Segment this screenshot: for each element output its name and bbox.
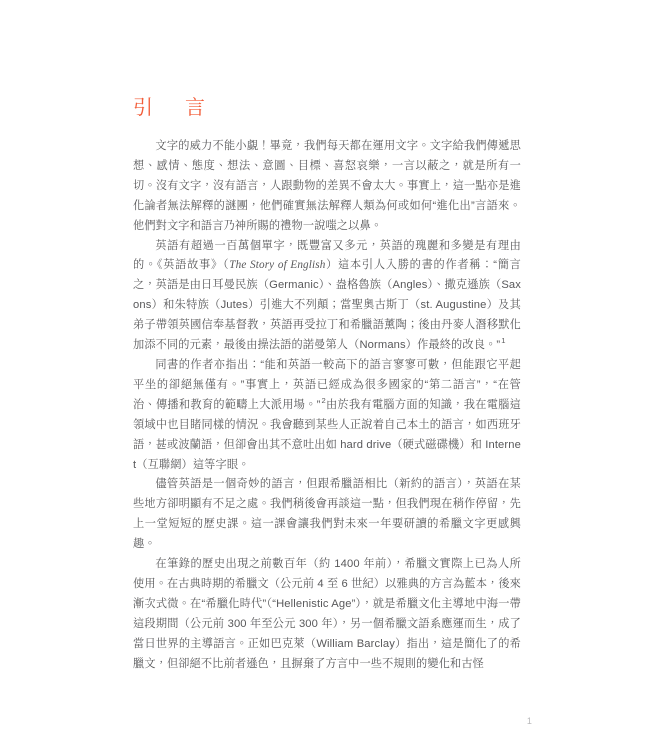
paragraph-4: 儘管英語是一個奇妙的語言，但跟希臘語相比（新約的語言），英語在某些地方卻明顯有不足之處。我們稍後會再談這一點，但我們現在稍作停留，先上一堂短短的歷史課。這一課會讓我們對未來一年要研讀的希臘文字更感興趣。 [133, 478, 521, 551]
paragraph-2: 英語有超過一百萬個單字，既豐富又多元，英語的瑰麗和多變是有理由的。《英語故事》（The Story of English）這本引人入勝的書的作者稱：“簡言之，英語是由日耳曼民族（Germanic）、盎格魯族（Angles）、撒克遜族（Saxons）和朱特族（Jutes）引進大不列顛；當聖奧古斯丁（st. Augustine）及其弟子帶領英國信奉基督教，英語再受拉丁和希臘語薰陶；後由丹麥人潛移默化加添不同的元素，最後由操法語的諾曼第人（Normans）作最終的改良。”$^1$ [133, 239, 521, 352]
italic-book-title: The Story of English [229, 259, 326, 272]
paragraph-5: 在筆錄的歷史出現之前數百年（約 1400 年前），希臘文實際上已為人所使用。在古典時期的希臘文（公元前 4 至 6 世紀）以雅典的方言為藍本，後來漸次式微。在“希臘化時代”（“Hellenistic Age”），就是希臘文化主導地中海一帶這段期間（公元前 300 年至公元 300 年），另一個希臘文語系應運而生，成了當日世界的主導語言。正如巴克萊（William Barclay）指出，這是簡化了的希臘文，但卻絕不比前者遜色，且摒棄了方言中一些不規則的變化和古怪 [133, 558, 521, 670]
chapter-title: 引 言 [133, 97, 211, 119]
footnote-marker: 2 [321, 396, 326, 406]
paragraph-1: 文字的威力不能小覷！畢竟，我們每天都在運用文字。文字給我們傳遞思想、感情、態度、想法、意圖、目標、喜怒哀樂，一言以蔽之，就是所有一切。沒有文字，沒有語言，人跟動物的差異不會太大。事實上，這一點亦是進化論者無法解釋的謎團，他們確實無法解釋人類為何或如何“進化出”言語來。他們對文字和語言乃神所賜的禮物一說嗤之以鼻。 [133, 140, 521, 232]
paragraph-3: 同書的作者亦指出：“能和英語一較高下的語言寥寥可數，但能跟它平起平坐的卻絕無僅有。”事實上，英語已經成為很多國家的“第二語言”，“在管治、傳播和教育的範疇上大派用場。”$^2$由於我有電腦方面的知識，我在電腦這領域中也目睹同樣的情況。我會聽到某些人正說着自己本土的語言，如西班牙語，甚或波蘭語，但卻會出其不意吐出如 hard drive（硬式磁碟機）和 Internet（互聯網）這等字眼。 [133, 358, 521, 471]
page-content [133, 96, 521, 674]
page-number: 1 [526, 716, 532, 726]
footnote-marker: 1 [501, 336, 506, 346]
